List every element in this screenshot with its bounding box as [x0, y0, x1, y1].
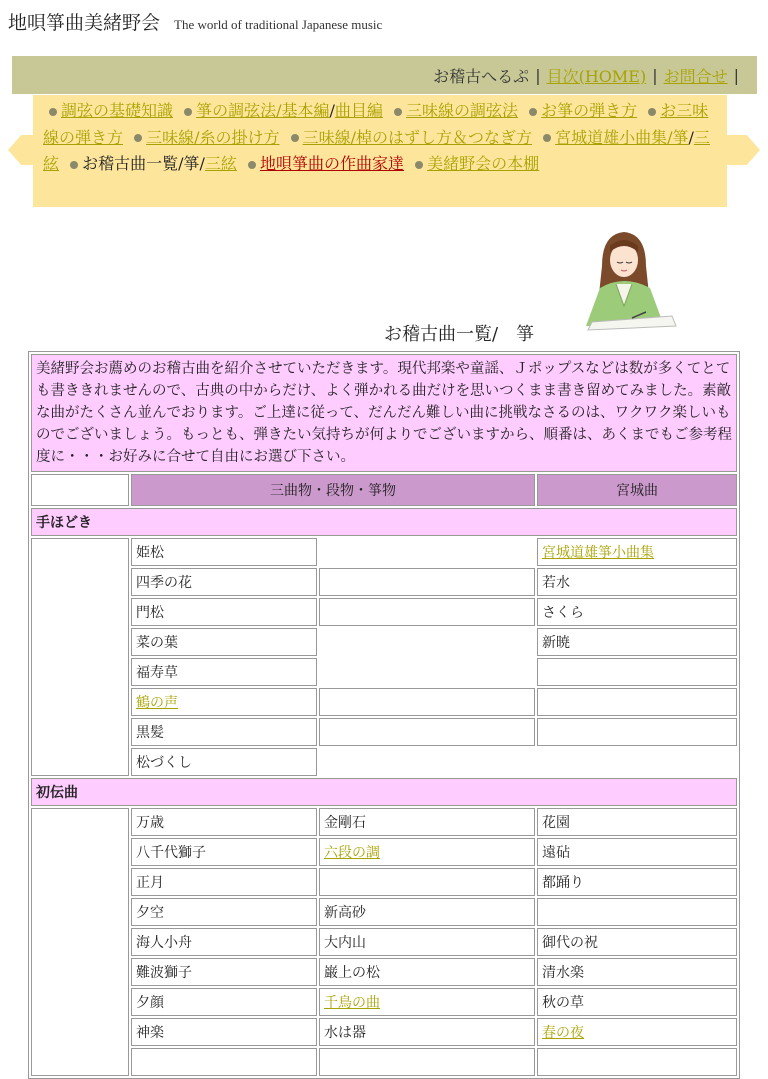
table-row: [31, 988, 737, 1016]
separator: |: [733, 65, 739, 85]
kimono-lady-illustration: [572, 226, 688, 338]
table-cell: 松づくし: [131, 748, 317, 776]
table-row: [31, 718, 737, 746]
table-cell: [319, 718, 535, 746]
bullet-icon: [248, 161, 256, 169]
song-link-haru-no-yo[interactable]: 春の夜: [542, 1025, 584, 1041]
section-header-tehodoki: 手ほどき: [31, 508, 737, 536]
table-cell: 正月: [131, 868, 317, 896]
nav-current-page: お稽古曲一覧/箏/: [82, 154, 205, 173]
table-cell: [537, 718, 737, 746]
table-cell[interactable]: [131, 688, 317, 716]
table-row: [31, 598, 737, 626]
nav-link-bookshelf[interactable]: 美緒野会の本棚: [427, 154, 540, 173]
table-cell: 黒髪: [131, 718, 317, 746]
table-cell: [537, 748, 737, 776]
nav-link-miyagi-sangen[interactable]: 三絃: [43, 127, 710, 173]
table-cell: [319, 568, 535, 596]
table-cell: 巌上の松: [319, 958, 535, 986]
song-link-tsuru-no-koe[interactable]: 鶴の声: [136, 695, 178, 711]
table-cell[interactable]: [537, 1018, 737, 1046]
nav-link-practice-sangen[interactable]: 三絃: [204, 154, 237, 173]
bullet-icon: [543, 134, 551, 142]
table-cell[interactable]: [319, 838, 535, 866]
table-row: [31, 1018, 737, 1046]
table-row: [31, 958, 737, 986]
table-cell: [319, 628, 535, 686]
table-cell: 神楽: [131, 1018, 317, 1046]
contact-link[interactable]: お問合せ: [663, 66, 728, 86]
nav-link-composers[interactable]: 地唄箏曲の作曲家達: [260, 154, 405, 173]
table-cell: 難波獅子: [131, 958, 317, 986]
table-cell: [537, 688, 737, 716]
table-cell: 花園: [537, 808, 737, 836]
table-cell: 秋の草: [537, 988, 737, 1016]
table-cell: 福寿草: [131, 658, 317, 686]
nav-link-koto-tuning-basic[interactable]: 箏の調弦法/基本編: [196, 101, 330, 120]
intro-text: 美緒野会お薦めのお稽古曲を紹介させていただきます。現代邦楽や童謡、Ｊポップスなどは数が多くてとても書ききれませんので、古典の中からだけ、よく弾かれる曲だけを思いつくまま書き留めてみました。素敵な曲がたくさん並んでおります。ご上達に従って、だんだん難しい曲に挑戦なさるのは、ワクワク楽しいものでございましょう。もっとも、弾きたい気持ちが何よりでございますから、順番は、あくまでもご参考程度に・・・お好みに合せて自由にお選び下さい。: [31, 354, 737, 472]
nav-link-koto-playing[interactable]: お箏の弾き方: [541, 101, 638, 120]
table-cell: [319, 868, 535, 896]
table-cell: 水は器: [319, 1018, 535, 1046]
table-cell: 金剛石: [319, 808, 535, 836]
bullet-icon: [415, 161, 423, 169]
bullet-icon: [291, 134, 299, 142]
nav-links: 調弦の基礎知識 箏の調弦法/基本編/曲目編 三味線の調弦法 お箏の弾き方 お三味線の弾き方 三味線/糸の掛け方 三味線/棹のはずし方＆つなぎ方 宮城道雄小曲集/箏/三絃 お稽古曲一覧/箏/三絃 地唄箏曲の作曲家達 美緒野会の本棚: [33, 95, 727, 207]
table-row: [31, 868, 737, 896]
nav-link-koto-tuning-pieces[interactable]: 曲目編: [334, 101, 383, 120]
table-cell: [319, 688, 535, 716]
song-link-rokudan[interactable]: 六段の調: [324, 845, 380, 861]
top-navigation-bar: [12, 56, 757, 94]
table-cell: さくら: [537, 598, 737, 626]
table-cell: [537, 898, 737, 926]
bullet-icon: [49, 108, 57, 116]
page-title: お稽古曲一覧/ 箏: [384, 324, 535, 345]
table-row: [31, 568, 737, 596]
bullet-icon: [394, 108, 402, 116]
site-subtitle: The world of traditional Japanese music: [174, 17, 383, 32]
nav-link-shamisen-strings[interactable]: 三味線/糸の掛け方: [146, 127, 280, 147]
table-cell: 八千代獅子: [131, 838, 317, 866]
table-row: [31, 538, 737, 566]
table-cell: 夕顔: [131, 988, 317, 1016]
table-cell: [131, 1048, 317, 1076]
table-cell: [319, 598, 535, 626]
section-spacer-cell: [31, 808, 129, 1076]
nav-link-shamisen-tuning[interactable]: 三味線の調弦法: [406, 101, 519, 120]
table-cell: 夕空: [131, 898, 317, 926]
site-navigation: [8, 95, 760, 207]
table-cell: 姫松: [131, 538, 317, 566]
table-cell[interactable]: [537, 538, 737, 566]
column-header-miyagi: 宮城曲: [537, 474, 737, 506]
table-cell: [319, 1048, 535, 1076]
nav-link-shamisen-neck[interactable]: 三味線/棹のはずし方＆つなぎ方: [302, 127, 533, 147]
home-link[interactable]: 目次(HOME): [546, 66, 647, 86]
table-cell: [537, 1048, 737, 1076]
table-cell: 四季の花: [131, 568, 317, 596]
header-empty-cell: [31, 474, 129, 506]
table-cell[interactable]: [319, 988, 535, 1016]
table-cell: 門松: [131, 598, 317, 626]
section-spacer-cell: [31, 538, 129, 776]
site-title-jp: 地唄箏曲美緒野会: [8, 12, 161, 34]
table-cell: [319, 748, 535, 776]
table-row: [31, 688, 737, 716]
miyagi-collection-link[interactable]: 宮城道雄箏小曲集: [542, 545, 654, 561]
table-row: [31, 808, 737, 836]
table-row: [31, 898, 737, 926]
separator: |: [535, 65, 541, 85]
table-row: [31, 928, 737, 956]
table-cell: 清水楽: [537, 958, 737, 986]
table-row: [31, 1048, 737, 1076]
table-cell: 遠砧: [537, 838, 737, 866]
site-title: [8, 8, 382, 35]
table-row: [31, 838, 737, 866]
table-cell: 都踊り: [537, 868, 737, 896]
table-cell: 若水: [537, 568, 737, 596]
bullet-icon: [70, 161, 78, 169]
nav-link-shamisen-playing[interactable]: お三味線の弾き方: [43, 101, 709, 147]
table-cell: 新高砂: [319, 898, 535, 926]
table-cell: 大内山: [319, 928, 535, 956]
section-header-shoden: 初伝曲: [31, 778, 737, 806]
table-cell: 菜の葉: [131, 628, 317, 656]
bullet-icon: [134, 134, 142, 142]
help-link[interactable]: お稽古へるぷ: [433, 66, 530, 86]
column-header-classics: 三曲物・段物・箏物: [131, 474, 535, 506]
table-cell: 御代の祝: [537, 928, 737, 956]
bullet-icon: [184, 108, 192, 116]
table-row: [31, 748, 737, 776]
practice-song-table: [28, 351, 740, 1079]
nav-link-tuning-basics[interactable]: 調弦の基礎知識: [61, 101, 174, 120]
separator: |: [652, 65, 658, 85]
table-cell: 新暁: [537, 628, 737, 656]
table-row: [31, 628, 737, 656]
table-cell: [319, 538, 535, 566]
song-link-chidori[interactable]: 千鳥の曲: [324, 995, 380, 1011]
table-cell: 万歳: [131, 808, 317, 836]
bullet-icon: [529, 108, 537, 116]
table-cell: [537, 658, 737, 686]
bullet-icon: [648, 108, 656, 116]
nav-link-miyagi-koto[interactable]: 宮城道雄小曲集/箏: [555, 127, 689, 147]
table-cell: 海人小舟: [131, 928, 317, 956]
